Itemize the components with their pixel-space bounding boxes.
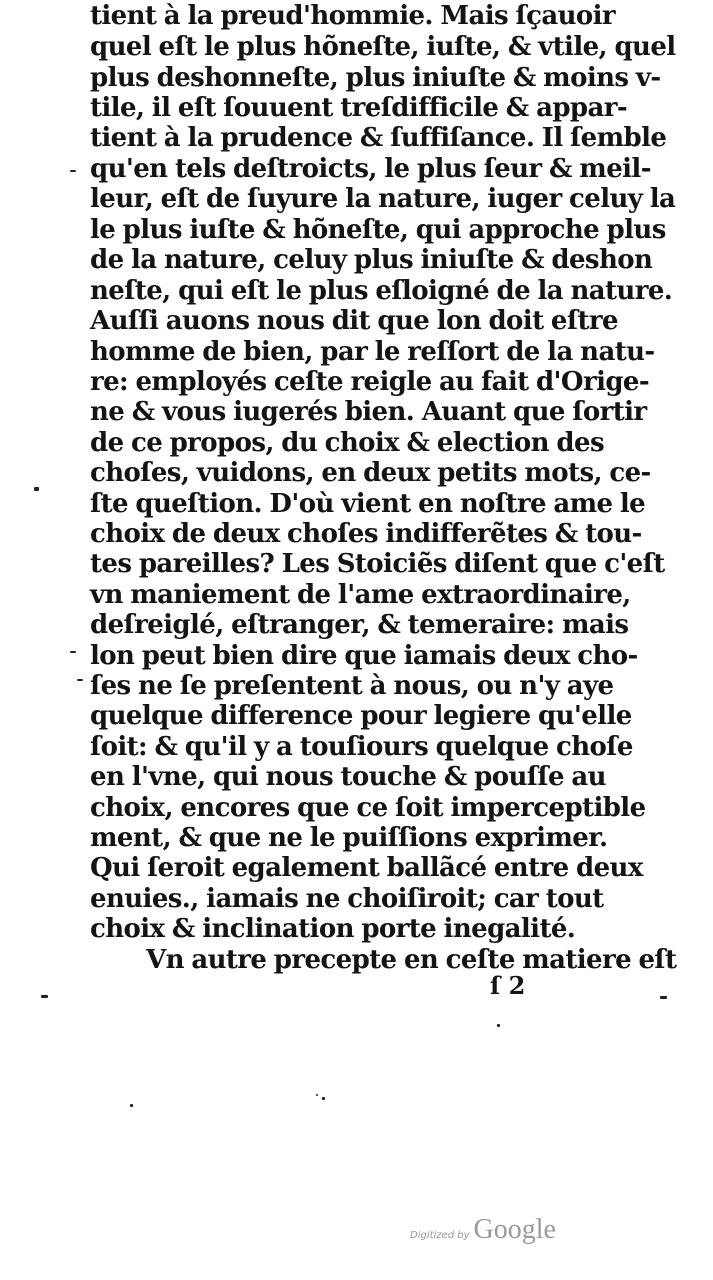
scan-speck	[660, 996, 667, 999]
text-line: enuies., iamais ne choiſiroit; car tout	[90, 884, 604, 914]
scan-speck	[41, 995, 48, 998]
scan-speck	[34, 487, 39, 491]
text-line: quel eſt le plus hõneſte, iuſte, & vtile, quel	[90, 32, 676, 62]
text-line: homme de bien, par le reſſort de la natu-	[90, 337, 655, 367]
text-line: qu'en tels deſtroicts, le plus ſeur & meil-	[90, 154, 651, 184]
text-line: tile, il eſt ſouuent treſdifficile & appar-	[90, 93, 628, 123]
scan-speck	[70, 170, 76, 172]
text-line: le plus iuſte & hõneſte, qui approche plus	[90, 215, 666, 245]
scan-speck	[70, 651, 76, 653]
text-line: ſes ne ſe preſentent à nous, ou n'y aye	[90, 671, 614, 701]
text-line: choſes, vuidons, en deux petits mots, ce-	[90, 458, 651, 488]
scan-speck	[497, 1024, 500, 1027]
text-line: en l'vne, qui nous touche & pouſſe au	[90, 762, 606, 792]
text-line: choix, encores que ce ſoit imperceptible	[90, 793, 646, 823]
text-line: Qui ſeroit egalement ballãcé entre deux	[90, 853, 643, 883]
scan-speck	[130, 1104, 133, 1107]
google-logo: Google	[473, 1214, 556, 1245]
text-line: de la nature, celuy plus iniuſte & deshon	[90, 245, 653, 275]
text-line: tient à la prudence & ſuffiſance. Il ſemble	[90, 123, 667, 153]
text-line: tient à la preud'hommie. Mais ſçauoir	[90, 1, 615, 31]
text-line: re: employés ceſte reigle au fait d'Orige-	[90, 367, 650, 397]
text-line: lon peut bien dire que iamais deux cho-	[90, 641, 638, 671]
text-line: deſreiglé, eſtranger, & temeraire: mais	[90, 610, 629, 640]
scan-speck	[316, 1094, 318, 1096]
text-line: de ce propos, du choix & election des	[90, 428, 604, 458]
paragraph-first-line: Vn autre precepte en ceſte matiere eſt	[146, 945, 677, 975]
text-line: leur, eſt de ſuyure la nature, iuger celuy la	[90, 184, 676, 214]
text-line: Auſſi auons nous dit que lon doit eſtre	[90, 306, 618, 336]
text-line: ne & vous iugerés bien. Auant que ſortir	[90, 397, 647, 427]
text-line: quelque difference pour legiere qu'elle	[90, 701, 632, 731]
text-line: tes pareilles? Les Stoiciẽs diſent que c'eſt	[90, 549, 665, 579]
text-line: choix de deux choſes indifferẽtes & tou-	[90, 519, 642, 549]
signature-mark: ſ 2	[490, 971, 526, 1000]
text-line: choix & inclination porte inegalité.	[90, 914, 576, 944]
watermark-caption: Digitized by	[410, 1230, 470, 1241]
text-line: vn maniement de l'ame extraordinaire,	[90, 580, 631, 610]
scan-speck	[77, 679, 83, 681]
text-line: ſte queſtion. D'où vient en noſtre ame le	[90, 489, 646, 519]
text-line: neſte, qui eſt le plus eſloigné de la nature.	[90, 276, 673, 306]
digitized-by-google-watermark	[410, 1214, 556, 1248]
text-line: plus deshonneſte, plus iniuſte & moins v-	[90, 63, 661, 93]
text-line: ſoit: & qu'il y a touſiours quelque choſe	[90, 732, 633, 762]
scan-speck	[322, 1097, 325, 1100]
text-line: ment, & que ne le puiſſions exprimer.	[90, 823, 608, 853]
